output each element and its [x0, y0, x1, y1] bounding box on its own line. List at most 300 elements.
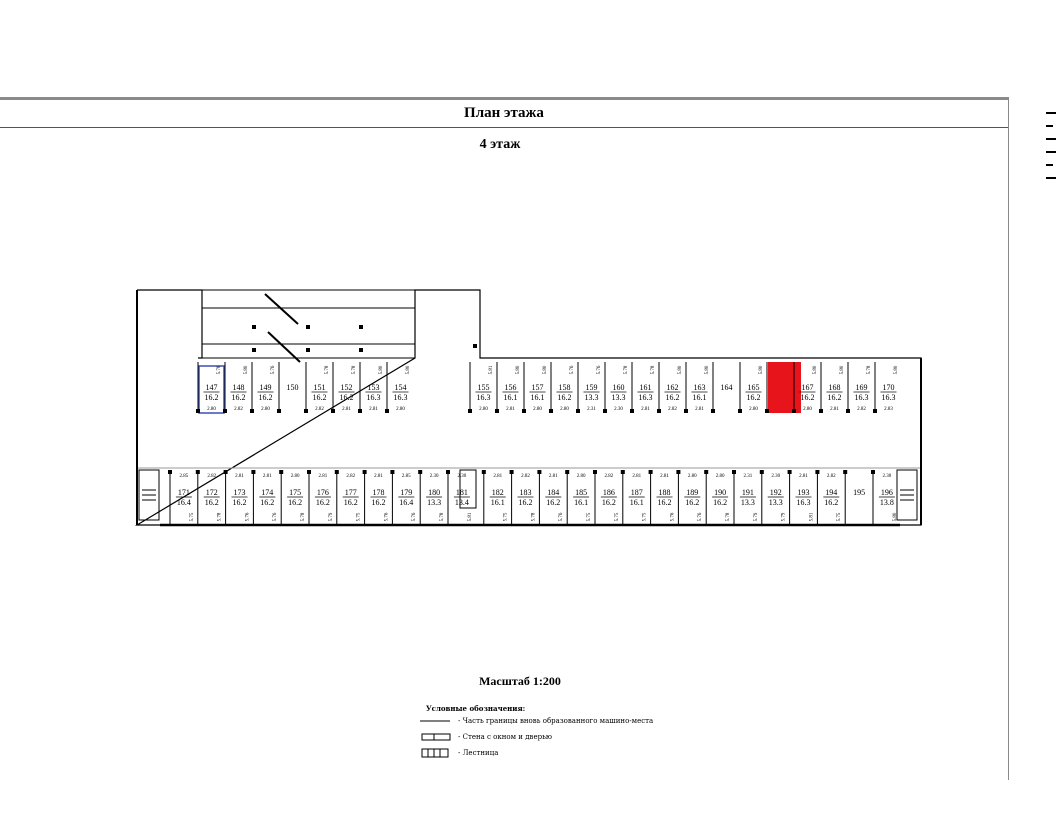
space-area: 13.4	[454, 498, 469, 507]
space-width: 2.82	[521, 474, 530, 479]
column-post	[549, 409, 553, 413]
floor-name: 4 этаж	[479, 137, 521, 152]
space-depth: 5.80	[379, 365, 384, 375]
space-depth: 5.75	[587, 512, 592, 522]
space-width: 2.80	[803, 407, 812, 412]
space-area: 13.3	[611, 393, 626, 402]
space-depth: 5.79	[753, 512, 759, 522]
space-width: 2.81	[830, 407, 839, 412]
parking-space-185[interactable]	[565, 470, 592, 525]
space-area: 16.2	[371, 498, 386, 507]
column-post	[495, 409, 499, 413]
parking-space-160[interactable]	[603, 362, 629, 413]
space-width: 2.80	[479, 407, 488, 412]
space-width: 2.80	[687, 474, 697, 479]
space-width: 2.81	[369, 407, 378, 412]
space-number: 171	[177, 488, 190, 497]
parking-space-191[interactable]	[732, 470, 759, 525]
space-area: 16.2	[232, 498, 247, 507]
space-area: 16.1	[629, 498, 644, 507]
space-number: 167	[801, 383, 814, 392]
column-post	[223, 409, 227, 413]
space-area: 13.3	[740, 498, 755, 507]
space-number: 161	[639, 383, 652, 392]
space-depth: 5.80	[813, 365, 818, 375]
parking-space-164[interactable]	[711, 362, 733, 413]
space-width: 2.30	[882, 474, 892, 479]
column-post	[649, 470, 653, 474]
space-number: 190	[714, 488, 727, 497]
space-depth: 5.78	[624, 365, 629, 375]
space-area: 16.2	[657, 498, 672, 507]
parking-space-150[interactable]	[277, 362, 299, 413]
space-depth: 5.75	[503, 512, 509, 522]
column-post	[630, 409, 634, 413]
space-number: 169	[855, 383, 868, 392]
space-width: 2.81	[318, 474, 328, 479]
parking-space-183[interactable]	[510, 470, 537, 525]
space-area: 16.3	[854, 393, 869, 402]
column-post	[537, 470, 541, 474]
space-area: 16.3	[796, 498, 811, 507]
space-depth: 5.75	[837, 512, 843, 522]
legend-item-label: - Стена с окном и дверью	[458, 733, 552, 741]
space-area: 16.2	[204, 498, 219, 507]
space-width: 2.83	[884, 407, 893, 412]
space-depth: 5.76	[597, 365, 602, 375]
space-area: 16.2	[601, 498, 616, 507]
space-number: 189	[686, 488, 699, 497]
boundary-line-icon	[420, 716, 456, 726]
parking-space-169[interactable]	[846, 362, 872, 413]
space-width: 2.80	[576, 474, 586, 479]
parking-space-190[interactable]	[704, 470, 731, 525]
space-width: 2.80	[207, 407, 216, 412]
space-depth: 5.78	[217, 512, 223, 522]
space-number: 168	[828, 383, 841, 392]
legend-item	[420, 745, 653, 761]
space-depth: 5.78	[325, 365, 330, 375]
column-post	[792, 409, 796, 413]
column-post	[846, 409, 850, 413]
space-area: 16.2	[557, 393, 572, 402]
space-depth: 5.76	[245, 512, 251, 522]
space-area: 16.1	[530, 393, 545, 402]
parking-space-177[interactable]	[335, 470, 362, 525]
space-number: 158	[558, 383, 571, 392]
space-area: 16.1	[692, 393, 707, 402]
parking-space-171[interactable]	[168, 470, 195, 525]
space-area: 16.2	[546, 498, 561, 507]
space-area: 16.2	[258, 393, 273, 402]
space-number: 163	[693, 383, 706, 392]
column-post	[335, 470, 339, 474]
parking-space-168[interactable]	[819, 362, 845, 413]
space-depth: 5.81	[809, 512, 815, 522]
column-post	[385, 409, 389, 413]
parking-space-148[interactable]	[223, 362, 249, 413]
parking-space-161[interactable]	[630, 362, 656, 413]
space-area: 16.1	[490, 498, 505, 507]
parking-space-180[interactable]	[418, 470, 445, 525]
space-area: 13.8	[879, 498, 894, 507]
space-depth: 5.76	[273, 512, 279, 522]
space-width: 2.81	[493, 474, 503, 479]
legend-title: Условные обозначения:	[426, 704, 526, 713]
space-number: 186	[602, 488, 615, 497]
sheet-title: План этажа	[0, 100, 1008, 128]
space-width: 2.30	[614, 407, 623, 412]
space-depth: 5.80	[894, 365, 899, 375]
space-number: 174	[261, 488, 274, 497]
parking-space-196[interactable]	[871, 470, 898, 525]
parking-space-182[interactable]	[482, 470, 509, 525]
space-depth: 5.75	[356, 512, 362, 522]
parking-space-153[interactable]	[358, 362, 384, 413]
parking-space-159[interactable]	[576, 362, 602, 413]
space-depth: 5.80	[678, 365, 683, 375]
space-depth: 5.81	[489, 365, 494, 375]
parking-space-165[interactable]	[738, 362, 764, 413]
space-area: 16.2	[685, 498, 700, 507]
space-number: 181	[455, 488, 468, 497]
column-post	[510, 470, 514, 474]
parking-space-195[interactable]	[843, 470, 865, 525]
space-number: 185	[575, 488, 588, 497]
column-post	[331, 409, 335, 413]
space-depth: 5.75	[189, 512, 195, 522]
space-width: 2.80	[290, 474, 300, 479]
space-number: 192	[769, 488, 782, 497]
space-depth: 5.80	[892, 512, 898, 522]
space-depth: 5.76	[570, 365, 575, 375]
space-depth: 5.76	[412, 512, 418, 522]
space-area: 16.2	[665, 393, 680, 402]
space-width: 2.80	[715, 474, 725, 479]
space-width: 2.81	[548, 474, 558, 479]
column-post	[304, 409, 308, 413]
column-post	[621, 470, 625, 474]
space-area: 13.3	[584, 393, 599, 402]
space-width: 2.82	[857, 407, 866, 412]
space-number: 196	[880, 488, 893, 497]
space-depth: 5.79	[781, 512, 787, 522]
column-post	[815, 470, 819, 474]
space-area: 16.2	[231, 393, 246, 402]
column-post	[819, 409, 823, 413]
space-area: 13.3	[427, 498, 442, 507]
space-number: 148	[232, 383, 245, 392]
column-post	[593, 470, 597, 474]
column-post	[482, 470, 486, 474]
space-width: 2.81	[641, 407, 650, 412]
space-number: 187	[630, 488, 643, 497]
column-post	[738, 409, 742, 413]
space-width: 2.81	[695, 407, 704, 412]
space-width: 2.81	[660, 474, 669, 479]
space-depth: 5.80	[705, 365, 710, 375]
space-number: 156	[504, 383, 517, 392]
parking-space-184[interactable]	[537, 470, 564, 525]
parking-space-178[interactable]	[363, 470, 390, 525]
parking-space-175[interactable]	[279, 470, 306, 525]
column-post	[871, 470, 875, 474]
space-width: 2.85	[401, 474, 411, 479]
column-post	[760, 470, 764, 474]
space-width: 2.31	[743, 474, 753, 479]
column-post	[363, 470, 367, 474]
space-area: 16.1	[574, 498, 589, 507]
space-depth: 5.78	[651, 365, 656, 375]
space-depth: 5.76	[698, 512, 704, 522]
space-number: 159	[585, 383, 598, 392]
parking-space-163[interactable]	[684, 362, 710, 413]
column-post	[711, 409, 715, 413]
space-depth: 5.80	[759, 365, 764, 375]
space-width: 2.80	[533, 407, 542, 412]
column-post	[358, 409, 362, 413]
legend	[420, 704, 653, 761]
space-number: 195	[853, 488, 866, 497]
parking-space-194[interactable]	[815, 470, 842, 525]
column-post	[307, 470, 311, 474]
parking-space-157[interactable]	[522, 362, 548, 413]
parking-space-181[interactable]	[446, 470, 473, 525]
space-depth: 5.76	[271, 365, 276, 375]
legend-item	[420, 713, 653, 729]
wall-window-door-icon	[420, 732, 456, 742]
space-number: 177	[344, 488, 357, 497]
stairs-icon	[420, 748, 456, 758]
space-number: 182	[491, 488, 504, 497]
column-post	[390, 470, 394, 474]
space-width: 2.30	[429, 474, 439, 479]
column-post	[684, 409, 688, 413]
parking-space-162[interactable]	[657, 362, 683, 413]
space-area: 16.2	[312, 393, 327, 402]
column-post	[196, 470, 200, 474]
space-number: 153	[367, 383, 380, 392]
parking-space-188[interactable]	[649, 470, 676, 525]
space-width: 2.30	[771, 474, 781, 479]
space-number: 157	[531, 383, 544, 392]
space-number: 150	[286, 383, 299, 392]
space-number: 147	[205, 383, 218, 392]
space-area: 16.2	[713, 498, 728, 507]
parking-space-158[interactable]	[549, 362, 575, 413]
space-number: 176	[316, 488, 329, 497]
space-number: 152	[340, 383, 353, 392]
space-width: 2.81	[506, 407, 515, 412]
space-area: 16.2	[288, 498, 303, 507]
parking-space-151[interactable]	[304, 362, 330, 413]
space-depth: 5.76	[670, 512, 676, 522]
space-width: 2.82	[604, 474, 614, 479]
space-area: 16.2	[800, 393, 815, 402]
space-width: 2.81	[374, 474, 383, 479]
space-area: 16.2	[204, 393, 219, 402]
space-number: 188	[658, 488, 671, 497]
space-width: 2.81	[632, 474, 642, 479]
column-post	[279, 470, 283, 474]
column-post	[277, 409, 281, 413]
space-depth: 5.79	[328, 512, 334, 522]
space-width: 2.81	[799, 474, 808, 479]
space-depth: 5.78	[531, 512, 537, 522]
space-depth: 5.78	[726, 512, 731, 522]
parking-space-179[interactable]	[390, 470, 417, 525]
space-area: 16.2	[824, 498, 839, 507]
space-depth: 5.78	[440, 512, 445, 522]
parking-space-193[interactable]	[788, 470, 815, 525]
space-area: 16.4	[176, 498, 191, 507]
parking-space-173[interactable]	[224, 470, 251, 525]
space-number: 149	[259, 383, 272, 392]
parking-space-154[interactable]	[385, 362, 411, 413]
space-depth: 5.75	[642, 512, 648, 522]
space-number: 164	[720, 383, 733, 392]
column-post	[196, 409, 200, 413]
parking-space-189[interactable]	[676, 470, 703, 525]
parking-space-170[interactable]	[873, 362, 899, 413]
space-depth: 5.78	[301, 512, 306, 522]
space-number: 173	[233, 488, 246, 497]
space-area: 16.3	[393, 393, 408, 402]
column-post	[250, 409, 254, 413]
column-post	[522, 409, 526, 413]
column-post	[657, 409, 661, 413]
space-number: 179	[400, 488, 413, 497]
space-area: 16.4	[399, 498, 414, 507]
space-depth: 5.76	[384, 512, 390, 522]
space-number: 165	[747, 383, 760, 392]
space-number: 194	[825, 488, 838, 497]
space-depth: 5.78	[217, 365, 222, 375]
parking-space-174[interactable]	[251, 470, 278, 525]
legend-item-label: - Часть границы вновь образованного машино-места	[458, 717, 654, 725]
space-width: 2.82	[234, 407, 243, 412]
space-number: 154	[394, 383, 407, 392]
column-post	[732, 470, 736, 474]
space-area: 13.3	[768, 498, 783, 507]
space-area: 16.2	[518, 498, 533, 507]
column-post	[843, 470, 847, 474]
space-width: 2.82	[826, 474, 836, 479]
legend-item	[420, 729, 653, 745]
space-width: 2.82	[346, 474, 356, 479]
space-depth: 5.80	[516, 365, 521, 375]
parking-space-192[interactable]	[760, 470, 787, 525]
column-post	[565, 470, 569, 474]
space-number: 160	[612, 383, 625, 392]
space-depth: 5.80	[543, 365, 548, 375]
space-area: 16.3	[638, 393, 653, 402]
space-width: 2.80	[749, 407, 758, 412]
space-number: 191	[741, 488, 754, 497]
column-post	[576, 409, 580, 413]
space-width: 2.81	[342, 407, 351, 412]
space-number: 183	[519, 488, 532, 497]
parking-space-187[interactable]	[621, 470, 648, 525]
space-depth: 5.78	[352, 365, 357, 375]
space-area: 16.2	[315, 498, 330, 507]
space-area: 16.3	[366, 393, 381, 402]
space-width: 2.82	[315, 407, 324, 412]
space-depth: 5.80	[406, 365, 411, 375]
column-post	[704, 470, 708, 474]
space-width: 2.30	[457, 474, 467, 479]
parking-space-155[interactable]	[468, 362, 494, 413]
space-width: 2.81	[235, 474, 244, 479]
column-post	[168, 470, 172, 474]
space-number: 184	[547, 488, 560, 497]
space-width: 2.82	[207, 474, 217, 479]
space-area: 16.1	[503, 393, 518, 402]
space-number: 172	[205, 488, 218, 497]
parking-space-147[interactable]	[196, 362, 224, 413]
column-post	[224, 470, 228, 474]
column-post	[873, 409, 877, 413]
parking-space-172[interactable]	[196, 470, 223, 525]
space-number: 193	[797, 488, 810, 497]
space-width: 2.80	[261, 407, 270, 412]
parking-space-149[interactable]	[250, 362, 276, 413]
parking-space-156[interactable]	[495, 362, 521, 413]
space-area: 16.3	[881, 393, 896, 402]
parking-space-176[interactable]	[307, 470, 334, 525]
space-area: 16.3	[476, 393, 491, 402]
parking-space-166[interactable]	[765, 362, 801, 413]
space-depth: 5.78	[867, 365, 872, 375]
space-depth: 5.80	[244, 365, 249, 375]
space-area: 16.2	[260, 498, 275, 507]
column-post	[676, 470, 680, 474]
space-depth: 5.81	[467, 512, 473, 522]
space-depth: 5.75	[614, 512, 620, 522]
space-number: 155	[477, 383, 490, 392]
scale-label: Масштаб 1:200	[479, 674, 561, 688]
space-width: 2.80	[396, 407, 405, 412]
space-width: 2.31	[587, 407, 596, 412]
legend-item-label: - Лестница	[458, 749, 499, 757]
column-post	[418, 470, 422, 474]
column-post	[468, 409, 472, 413]
space-number: 175	[289, 488, 302, 497]
parking-space-152[interactable]	[331, 362, 357, 413]
space-width: 2.81	[262, 474, 272, 479]
space-area: 16.2	[339, 393, 354, 402]
space-depth: 5.76	[559, 512, 565, 522]
space-width: 2.85	[179, 474, 189, 479]
space-depth: 5.80	[840, 365, 845, 375]
space-number: 180	[428, 488, 441, 497]
column-post	[446, 470, 450, 474]
column-post	[788, 470, 792, 474]
space-area: 16.2	[343, 498, 358, 507]
space-width: 2.80	[560, 407, 569, 412]
parking-space-186[interactable]	[593, 470, 620, 525]
space-number: 151	[313, 383, 326, 392]
column-post	[765, 409, 769, 413]
column-post	[251, 470, 255, 474]
space-number: 162	[666, 383, 679, 392]
space-width: 2.82	[668, 407, 677, 412]
space-area: 16.2	[827, 393, 842, 402]
space-area: 16.2	[746, 393, 761, 402]
highlighted-space-marker	[768, 362, 801, 413]
space-number: 178	[372, 488, 385, 497]
column-post	[603, 409, 607, 413]
